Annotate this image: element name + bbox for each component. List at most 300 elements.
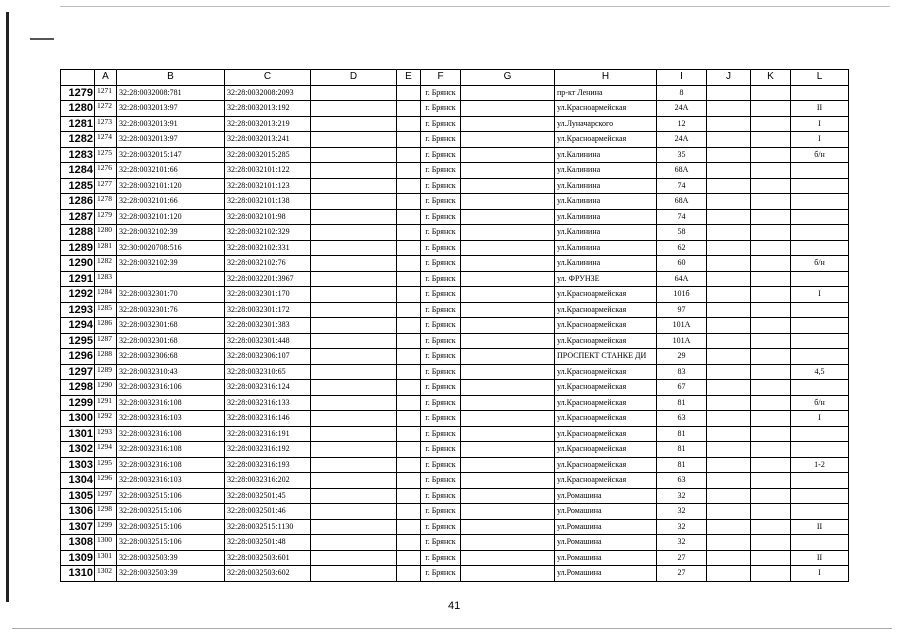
cell-f[interactable]: г. Брянск [421, 333, 461, 349]
row-number[interactable]: 1310 [61, 566, 95, 582]
cell-f[interactable]: г. Брянск [421, 225, 461, 241]
cell-k[interactable] [751, 380, 791, 396]
cell-a[interactable]: 1282 [95, 256, 117, 272]
cell-l[interactable] [791, 380, 849, 396]
cell-j[interactable] [707, 380, 751, 396]
cell-b[interactable]: 32:28:0032101:66 [117, 163, 225, 179]
cell-b[interactable]: 32:28:0032316:103 [117, 473, 225, 489]
cell-j[interactable] [707, 535, 751, 551]
cell-d[interactable] [311, 411, 397, 427]
cell-d[interactable] [311, 302, 397, 318]
cell-h[interactable]: ул.Калинина [555, 209, 657, 225]
cell-l[interactable] [791, 426, 849, 442]
cell-a[interactable]: 1275 [95, 147, 117, 163]
cell-a[interactable]: 1287 [95, 333, 117, 349]
column-header-k[interactable]: K [751, 70, 791, 86]
cell-e[interactable] [397, 426, 421, 442]
cell-g[interactable] [461, 240, 555, 256]
cell-a[interactable]: 1296 [95, 473, 117, 489]
cell-l[interactable]: I [791, 132, 849, 148]
cell-i[interactable]: 27 [657, 550, 707, 566]
cell-e[interactable] [397, 380, 421, 396]
cell-e[interactable] [397, 116, 421, 132]
row-number[interactable]: 1308 [61, 535, 95, 551]
cell-d[interactable] [311, 504, 397, 520]
cell-b[interactable]: 32:28:0032101:66 [117, 194, 225, 210]
cell-i[interactable]: 64А [657, 271, 707, 287]
cell-j[interactable] [707, 473, 751, 489]
cell-c[interactable]: 32:28:0032101:122 [225, 163, 311, 179]
cell-e[interactable] [397, 163, 421, 179]
cell-c[interactable]: 32:28:0032301:448 [225, 333, 311, 349]
cell-l[interactable] [791, 178, 849, 194]
cell-b[interactable]: 32:28:0032102:39 [117, 256, 225, 272]
cell-a[interactable]: 1297 [95, 488, 117, 504]
cell-l[interactable]: II [791, 519, 849, 535]
cell-d[interactable] [311, 426, 397, 442]
cell-f[interactable]: г. Брянск [421, 178, 461, 194]
cell-d[interactable] [311, 85, 397, 101]
cell-a[interactable]: 1277 [95, 178, 117, 194]
cell-i[interactable]: 81 [657, 395, 707, 411]
cell-d[interactable] [311, 240, 397, 256]
cell-k[interactable] [751, 473, 791, 489]
cell-k[interactable] [751, 442, 791, 458]
cell-j[interactable] [707, 488, 751, 504]
cell-b[interactable]: 32:28:0032015:147 [117, 147, 225, 163]
cell-l[interactable] [791, 473, 849, 489]
cell-b[interactable]: 32:28:0032515:106 [117, 535, 225, 551]
cell-b[interactable]: 32:28:0032008:781 [117, 85, 225, 101]
cell-d[interactable] [311, 349, 397, 365]
cell-l[interactable] [791, 209, 849, 225]
cell-b[interactable]: 32:28:0032515:106 [117, 519, 225, 535]
cell-a[interactable]: 1299 [95, 519, 117, 535]
cell-d[interactable] [311, 147, 397, 163]
cell-d[interactable] [311, 473, 397, 489]
cell-l[interactable] [791, 535, 849, 551]
cell-g[interactable] [461, 333, 555, 349]
cell-h[interactable]: ул. ФРУНЗЕ [555, 271, 657, 287]
cell-e[interactable] [397, 302, 421, 318]
cell-h[interactable]: ул.Красноармейская [555, 473, 657, 489]
cell-e[interactable] [397, 101, 421, 117]
cell-j[interactable] [707, 426, 751, 442]
cell-d[interactable] [311, 101, 397, 117]
cell-h[interactable]: ул.Красноармейская [555, 442, 657, 458]
cell-j[interactable] [707, 132, 751, 148]
cell-g[interactable] [461, 225, 555, 241]
cell-a[interactable]: 1271 [95, 85, 117, 101]
cell-i[interactable]: 27 [657, 566, 707, 582]
cell-d[interactable] [311, 163, 397, 179]
cell-e[interactable] [397, 395, 421, 411]
cell-h[interactable]: ул.Красноармейская [555, 395, 657, 411]
cell-b[interactable]: 32:28:0032316:106 [117, 380, 225, 396]
cell-l[interactable]: б/н [791, 256, 849, 272]
cell-e[interactable] [397, 333, 421, 349]
cell-i[interactable]: 97 [657, 302, 707, 318]
cell-j[interactable] [707, 101, 751, 117]
cell-k[interactable] [751, 116, 791, 132]
cell-b[interactable]: 32:28:0032101:120 [117, 209, 225, 225]
cell-k[interactable] [751, 132, 791, 148]
cell-k[interactable] [751, 333, 791, 349]
cell-k[interactable] [751, 318, 791, 334]
cell-c[interactable]: 32:28:0032102:329 [225, 225, 311, 241]
cell-h[interactable]: ул.Красноармейская [555, 364, 657, 380]
row-number[interactable]: 1292 [61, 287, 95, 303]
cell-l[interactable]: II [791, 101, 849, 117]
cell-j[interactable] [707, 318, 751, 334]
cell-g[interactable] [461, 302, 555, 318]
cell-h[interactable]: ул.Красноармейская [555, 333, 657, 349]
cell-d[interactable] [311, 457, 397, 473]
cell-g[interactable] [461, 318, 555, 334]
cell-a[interactable]: 1302 [95, 566, 117, 582]
cell-a[interactable]: 1274 [95, 132, 117, 148]
cell-j[interactable] [707, 287, 751, 303]
row-number[interactable]: 1295 [61, 333, 95, 349]
row-number[interactable]: 1305 [61, 488, 95, 504]
cell-g[interactable] [461, 116, 555, 132]
cell-k[interactable] [751, 457, 791, 473]
cell-i[interactable]: 83 [657, 364, 707, 380]
cell-g[interactable] [461, 194, 555, 210]
cell-h[interactable]: ул.Калинина [555, 240, 657, 256]
cell-l[interactable] [791, 349, 849, 365]
row-number[interactable]: 1297 [61, 364, 95, 380]
row-number[interactable]: 1304 [61, 473, 95, 489]
cell-c[interactable]: 32:28:0032316:133 [225, 395, 311, 411]
cell-f[interactable]: г. Брянск [421, 132, 461, 148]
cell-b[interactable]: 32:28:0032301:76 [117, 302, 225, 318]
cell-c[interactable]: 32:28:0032316:146 [225, 411, 311, 427]
cell-k[interactable] [751, 349, 791, 365]
cell-c[interactable]: 32:28:0032015:285 [225, 147, 311, 163]
cell-d[interactable] [311, 287, 397, 303]
cell-g[interactable] [461, 519, 555, 535]
row-number[interactable]: 1303 [61, 457, 95, 473]
cell-h[interactable]: ул.Калинина [555, 194, 657, 210]
cell-i[interactable]: 81 [657, 457, 707, 473]
cell-b[interactable]: 32:28:0032102:39 [117, 225, 225, 241]
cell-c[interactable]: 32:28:0032503:602 [225, 566, 311, 582]
cell-c[interactable]: 32:28:0032501:46 [225, 504, 311, 520]
cell-h[interactable]: ул.Красноармейская [555, 380, 657, 396]
column-header-g[interactable]: G [461, 70, 555, 86]
cell-g[interactable] [461, 163, 555, 179]
cell-f[interactable]: г. Брянск [421, 147, 461, 163]
cell-i[interactable]: 32 [657, 519, 707, 535]
cell-f[interactable]: г. Брянск [421, 519, 461, 535]
cell-g[interactable] [461, 442, 555, 458]
row-number[interactable]: 1294 [61, 318, 95, 334]
row-number[interactable]: 1298 [61, 380, 95, 396]
cell-l[interactable] [791, 163, 849, 179]
cell-e[interactable] [397, 287, 421, 303]
cell-b[interactable]: 32:30:0020708:516 [117, 240, 225, 256]
cell-g[interactable] [461, 426, 555, 442]
cell-f[interactable]: г. Брянск [421, 85, 461, 101]
cell-j[interactable] [707, 240, 751, 256]
cell-a[interactable]: 1285 [95, 302, 117, 318]
cell-j[interactable] [707, 566, 751, 582]
cell-k[interactable] [751, 411, 791, 427]
cell-g[interactable] [461, 488, 555, 504]
cell-i[interactable]: 60 [657, 256, 707, 272]
cell-h[interactable]: ул.Красноармейская [555, 302, 657, 318]
cell-l[interactable] [791, 194, 849, 210]
cell-k[interactable] [751, 566, 791, 582]
cell-f[interactable]: г. Брянск [421, 488, 461, 504]
cell-f[interactable]: г. Брянск [421, 364, 461, 380]
cell-c[interactable]: 32:28:0032102:331 [225, 240, 311, 256]
cell-h[interactable]: ул.Калинина [555, 256, 657, 272]
cell-a[interactable]: 1293 [95, 426, 117, 442]
cell-e[interactable] [397, 85, 421, 101]
row-number[interactable]: 1307 [61, 519, 95, 535]
cell-c[interactable]: 32:28:0032306:107 [225, 349, 311, 365]
cell-i[interactable]: 58 [657, 225, 707, 241]
cell-l[interactable]: б/н [791, 147, 849, 163]
cell-d[interactable] [311, 194, 397, 210]
cell-e[interactable] [397, 225, 421, 241]
cell-k[interactable] [751, 519, 791, 535]
cell-i[interactable]: 101б [657, 287, 707, 303]
cell-c[interactable]: 32:28:0032201:3967 [225, 271, 311, 287]
row-number[interactable]: 1299 [61, 395, 95, 411]
cell-k[interactable] [751, 194, 791, 210]
cell-i[interactable]: 63 [657, 411, 707, 427]
cell-g[interactable] [461, 566, 555, 582]
cell-h[interactable]: ул.Красноармейская [555, 318, 657, 334]
cell-j[interactable] [707, 116, 751, 132]
cell-i[interactable]: 8 [657, 85, 707, 101]
cell-l[interactable]: I [791, 116, 849, 132]
row-number[interactable]: 1291 [61, 271, 95, 287]
cell-f[interactable]: г. Брянск [421, 302, 461, 318]
cell-f[interactable]: г. Брянск [421, 535, 461, 551]
cell-a[interactable]: 1284 [95, 287, 117, 303]
cell-f[interactable]: г. Брянск [421, 550, 461, 566]
cell-c[interactable]: 32:28:0032301:172 [225, 302, 311, 318]
row-number[interactable]: 1279 [61, 85, 95, 101]
cell-k[interactable] [751, 163, 791, 179]
cell-k[interactable] [751, 302, 791, 318]
cell-k[interactable] [751, 287, 791, 303]
cell-f[interactable]: г. Брянск [421, 566, 461, 582]
cell-l[interactable] [791, 488, 849, 504]
cell-d[interactable] [311, 225, 397, 241]
cell-e[interactable] [397, 473, 421, 489]
row-number[interactable]: 1296 [61, 349, 95, 365]
cell-h[interactable]: ул.Ромашина [555, 504, 657, 520]
cell-g[interactable] [461, 209, 555, 225]
cell-k[interactable] [751, 256, 791, 272]
cell-b[interactable]: 32:28:0032101:120 [117, 178, 225, 194]
cell-c[interactable]: 32:28:0032316:191 [225, 426, 311, 442]
row-number[interactable]: 1302 [61, 442, 95, 458]
cell-a[interactable]: 1290 [95, 380, 117, 396]
cell-l[interactable]: 4,5 [791, 364, 849, 380]
cell-g[interactable] [461, 147, 555, 163]
row-number[interactable]: 1288 [61, 225, 95, 241]
cell-c[interactable]: 32:28:0032316:202 [225, 473, 311, 489]
cell-i[interactable]: 67 [657, 380, 707, 396]
cell-h[interactable]: ул.Красноармейская [555, 287, 657, 303]
cell-d[interactable] [311, 318, 397, 334]
cell-a[interactable]: 1280 [95, 225, 117, 241]
cell-b[interactable]: 32:28:0032503:39 [117, 550, 225, 566]
cell-f[interactable]: г. Брянск [421, 504, 461, 520]
cell-e[interactable] [397, 240, 421, 256]
cell-c[interactable]: 32:28:0032503:601 [225, 550, 311, 566]
cell-f[interactable]: г. Брянск [421, 163, 461, 179]
cell-b[interactable]: 32:28:0032310:43 [117, 364, 225, 380]
cell-g[interactable] [461, 132, 555, 148]
cell-d[interactable] [311, 116, 397, 132]
cell-i[interactable]: 35 [657, 147, 707, 163]
column-header-j[interactable]: J [707, 70, 751, 86]
cell-l[interactable] [791, 225, 849, 241]
cell-e[interactable] [397, 488, 421, 504]
cell-j[interactable] [707, 302, 751, 318]
cell-b[interactable]: 32:28:0032013:97 [117, 132, 225, 148]
cell-c[interactable]: 32:28:0032515:1130 [225, 519, 311, 535]
cell-d[interactable] [311, 488, 397, 504]
column-header-l[interactable]: L [791, 70, 849, 86]
cell-g[interactable] [461, 380, 555, 396]
cell-e[interactable] [397, 364, 421, 380]
cell-c[interactable]: 32:28:0032310:65 [225, 364, 311, 380]
column-header-e[interactable]: E [397, 70, 421, 86]
cell-a[interactable]: 1273 [95, 116, 117, 132]
cell-l[interactable]: I [791, 566, 849, 582]
cell-k[interactable] [751, 395, 791, 411]
cell-b[interactable]: 32:28:0032013:91 [117, 116, 225, 132]
cell-a[interactable]: 1298 [95, 504, 117, 520]
cell-l[interactable]: I [791, 287, 849, 303]
cell-g[interactable] [461, 504, 555, 520]
cell-c[interactable]: 32:28:0032501:48 [225, 535, 311, 551]
cell-b[interactable]: 32:28:0032306:68 [117, 349, 225, 365]
cell-j[interactable] [707, 209, 751, 225]
cell-j[interactable] [707, 225, 751, 241]
cell-c[interactable]: 32:28:0032101:123 [225, 178, 311, 194]
cell-d[interactable] [311, 519, 397, 535]
cell-g[interactable] [461, 550, 555, 566]
column-header-d[interactable]: D [311, 70, 397, 86]
cell-i[interactable]: 68А [657, 194, 707, 210]
cell-j[interactable] [707, 194, 751, 210]
cell-k[interactable] [751, 85, 791, 101]
cell-g[interactable] [461, 85, 555, 101]
cell-g[interactable] [461, 349, 555, 365]
column-header-a[interactable]: A [95, 70, 117, 86]
cell-e[interactable] [397, 550, 421, 566]
cell-a[interactable]: 1283 [95, 271, 117, 287]
cell-j[interactable] [707, 395, 751, 411]
cell-k[interactable] [751, 209, 791, 225]
cell-f[interactable]: г. Брянск [421, 318, 461, 334]
cell-d[interactable] [311, 256, 397, 272]
cell-i[interactable]: 68А [657, 163, 707, 179]
cell-g[interactable] [461, 535, 555, 551]
column-header-h[interactable]: H [555, 70, 657, 86]
cell-d[interactable] [311, 566, 397, 582]
row-number[interactable]: 1306 [61, 504, 95, 520]
cell-h[interactable]: ул.Ромашина [555, 488, 657, 504]
cell-k[interactable] [751, 504, 791, 520]
row-number[interactable]: 1283 [61, 147, 95, 163]
cell-k[interactable] [751, 271, 791, 287]
cell-f[interactable]: г. Брянск [421, 395, 461, 411]
cell-d[interactable] [311, 132, 397, 148]
cell-f[interactable]: г. Брянск [421, 209, 461, 225]
cell-i[interactable]: 32 [657, 488, 707, 504]
row-number[interactable]: 1287 [61, 209, 95, 225]
cell-l[interactable]: 1-2 [791, 457, 849, 473]
row-number[interactable]: 1281 [61, 116, 95, 132]
cell-h[interactable]: ул.Ромашина [555, 550, 657, 566]
cell-j[interactable] [707, 457, 751, 473]
cell-e[interactable] [397, 519, 421, 535]
cell-g[interactable] [461, 364, 555, 380]
cell-e[interactable] [397, 504, 421, 520]
cell-c[interactable]: 32:28:0032501:45 [225, 488, 311, 504]
cell-k[interactable] [751, 364, 791, 380]
cell-j[interactable] [707, 85, 751, 101]
cell-f[interactable]: г. Брянск [421, 473, 461, 489]
cell-h[interactable]: ул.Калинина [555, 147, 657, 163]
cell-i[interactable]: 74 [657, 209, 707, 225]
cell-h[interactable]: пр-кт Ленина [555, 85, 657, 101]
cell-d[interactable] [311, 178, 397, 194]
cell-i[interactable]: 63 [657, 473, 707, 489]
cell-c[interactable]: 32:28:0032013:192 [225, 101, 311, 117]
cell-k[interactable] [751, 147, 791, 163]
cell-l[interactable] [791, 271, 849, 287]
row-number[interactable]: 1284 [61, 163, 95, 179]
cell-b[interactable]: 32:28:0032301:68 [117, 318, 225, 334]
cell-e[interactable] [397, 349, 421, 365]
cell-i[interactable]: 32 [657, 504, 707, 520]
cell-j[interactable] [707, 519, 751, 535]
cell-l[interactable]: I [791, 411, 849, 427]
cell-f[interactable]: г. Брянск [421, 457, 461, 473]
cell-h[interactable]: ул.Красноармейская [555, 457, 657, 473]
row-number[interactable]: 1309 [61, 550, 95, 566]
cell-b[interactable]: 32:28:0032503:39 [117, 566, 225, 582]
cell-c[interactable]: 32:28:0032013:219 [225, 116, 311, 132]
row-number[interactable]: 1280 [61, 101, 95, 117]
cell-j[interactable] [707, 178, 751, 194]
row-number[interactable]: 1301 [61, 426, 95, 442]
cell-l[interactable] [791, 333, 849, 349]
cell-d[interactable] [311, 395, 397, 411]
cell-i[interactable]: 74 [657, 178, 707, 194]
cell-i[interactable]: 12 [657, 116, 707, 132]
cell-e[interactable] [397, 209, 421, 225]
cell-f[interactable]: г. Брянск [421, 271, 461, 287]
column-header-i[interactable]: I [657, 70, 707, 86]
cell-b[interactable]: 32:28:0032316:108 [117, 395, 225, 411]
cell-g[interactable] [461, 411, 555, 427]
cell-a[interactable]: 1281 [95, 240, 117, 256]
cell-i[interactable]: 24А [657, 101, 707, 117]
cell-d[interactable] [311, 535, 397, 551]
